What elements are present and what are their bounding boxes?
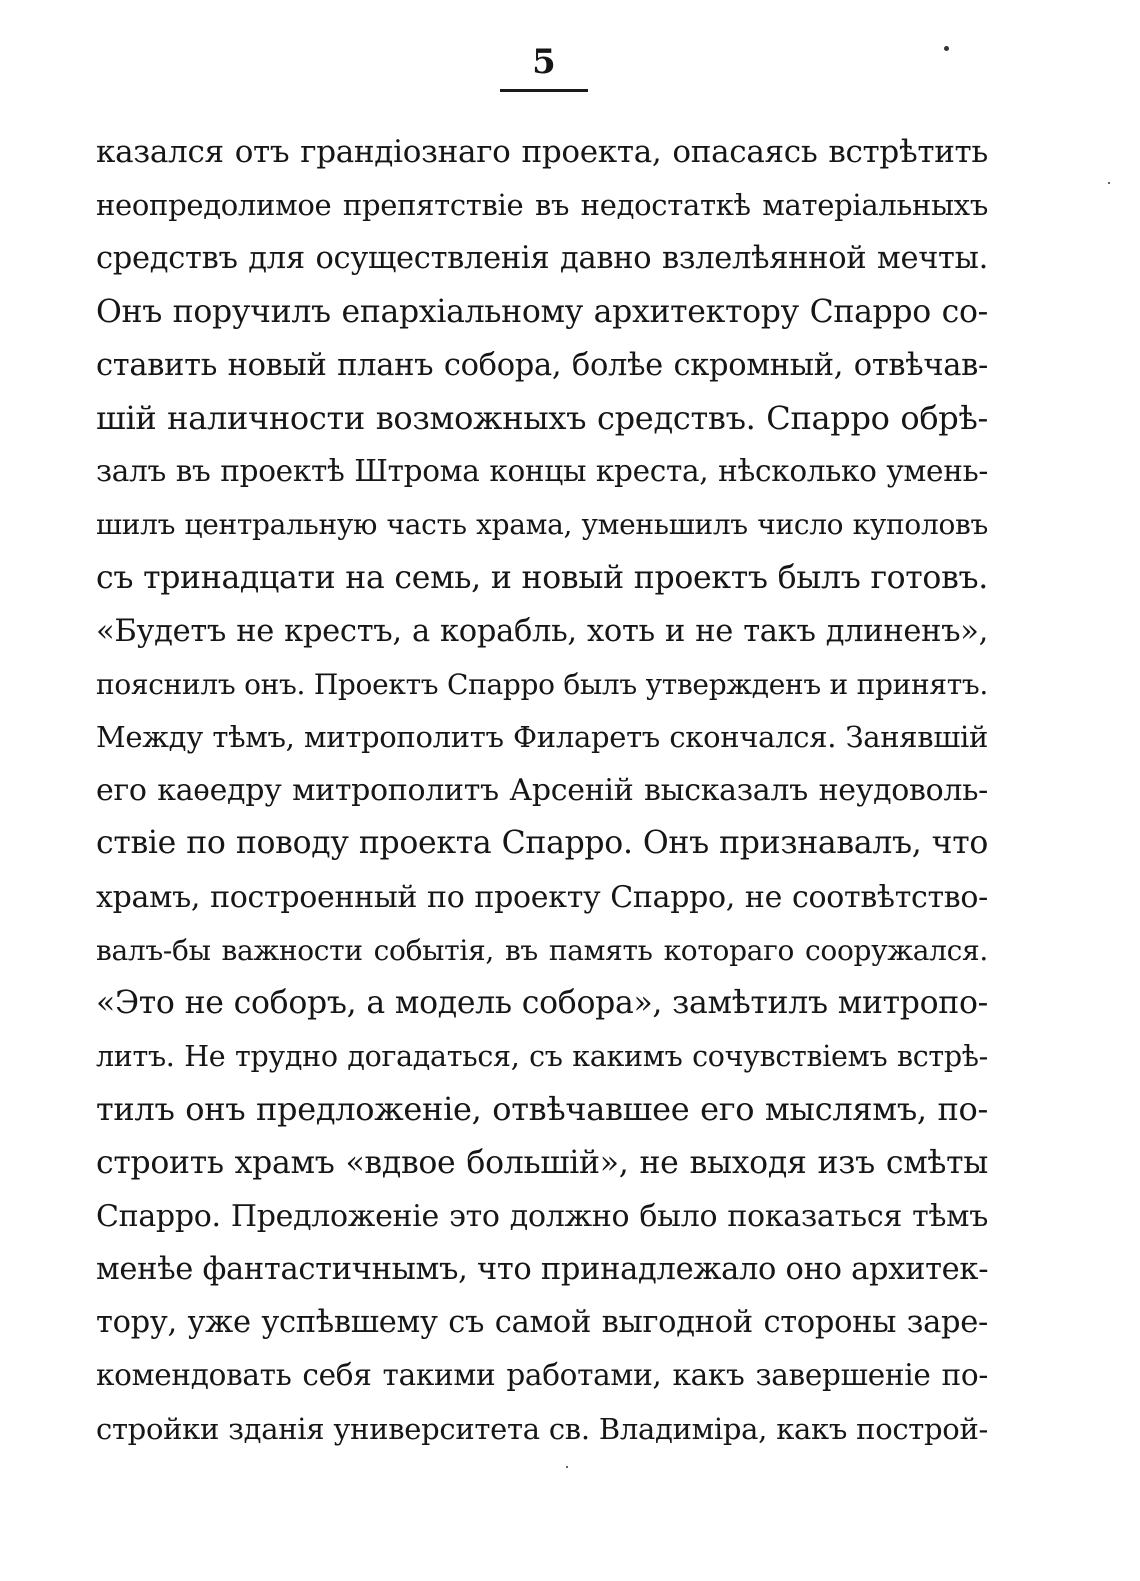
text-line: пояснилъ онъ. Проектъ Спарро былъ утвержденъ и принятъ. [96,667,988,701]
text-line: тилъ онъ предложеніе, отвѣчавшее его мыслямъ, по- [96,1090,988,1129]
scan-speck [944,46,949,51]
text-line: Онъ поручилъ епархіальному архитектору Спарро со- [96,293,988,330]
text-line: «Будетъ не крестъ, а корабль, хоть и не такъ длиненъ», [96,613,988,649]
text-line: храмъ, построенный по проекту Спарро, не соотвѣтство- [96,879,988,915]
text-line: неопредолимое препятствіе въ недостаткѣ матеріальныхъ [96,188,988,223]
text-line: ствіе по поводу проекта Спарро. Онъ признавалъ, что [96,825,988,862]
text-line: шій наличности возможныхъ средствъ. Спарро обрѣ- [96,398,988,437]
text-line: шилъ центральную часть храма, уменьшилъ число куполовъ [96,508,988,542]
text-line: съ тринадцати на семь, и новый проектъ былъ готовъ. [96,559,988,596]
body-text [96,126,988,1456]
text-line: тору, уже успѣвшему съ самой выгодной стороны заре- [96,1305,988,1341]
text-line: строить храмъ «вдвое большій», не выходя изъ смѣты [96,1144,988,1181]
text-line: его каѳедру митрополитъ Арсеній высказалъ неудоволь- [96,773,988,809]
text-line: средствъ для осуществленія давно взлелѣянной мечты. [96,241,988,277]
text-line: залъ въ проектѣ Штрома концы креста, нѣсколько умень- [96,454,988,489]
text-line: менѣе фантастичнымъ, что принадлежало оно архитек- [96,1251,989,1287]
text-line: казался отъ грандіознаго проекта, опасаясь встрѣтить [96,134,988,170]
text-line: комендовать себя такими работами, какъ завершеніе по- [96,1358,988,1393]
text-line: валъ-бы важности событія, въ память котораго сооружался. [96,933,988,967]
scan-speck [566,1466,568,1468]
page-number: 5 [532,42,556,82]
text-line: Между тѣмъ, митрополитъ Филаретъ скончался. Занявшій [96,720,988,755]
page-number-rule [500,89,588,92]
scan-speck [1108,182,1110,184]
text-line: ставить новый планъ собора, болѣе скромный, отвѣчав- [96,347,988,383]
text-line: «Это не соборъ, а модель собора», замѣтилъ митропо- [96,985,988,1021]
text-line: литъ. Не трудно догадаться, съ какимъ сочувствіемъ встрѣ- [96,1040,988,1074]
text-line: стройки зданія университета св. Владиміра, какъ построй- [96,1411,988,1446]
text-line: Спарро. Предложеніе это должно было показаться тѣмъ [96,1198,988,1234]
